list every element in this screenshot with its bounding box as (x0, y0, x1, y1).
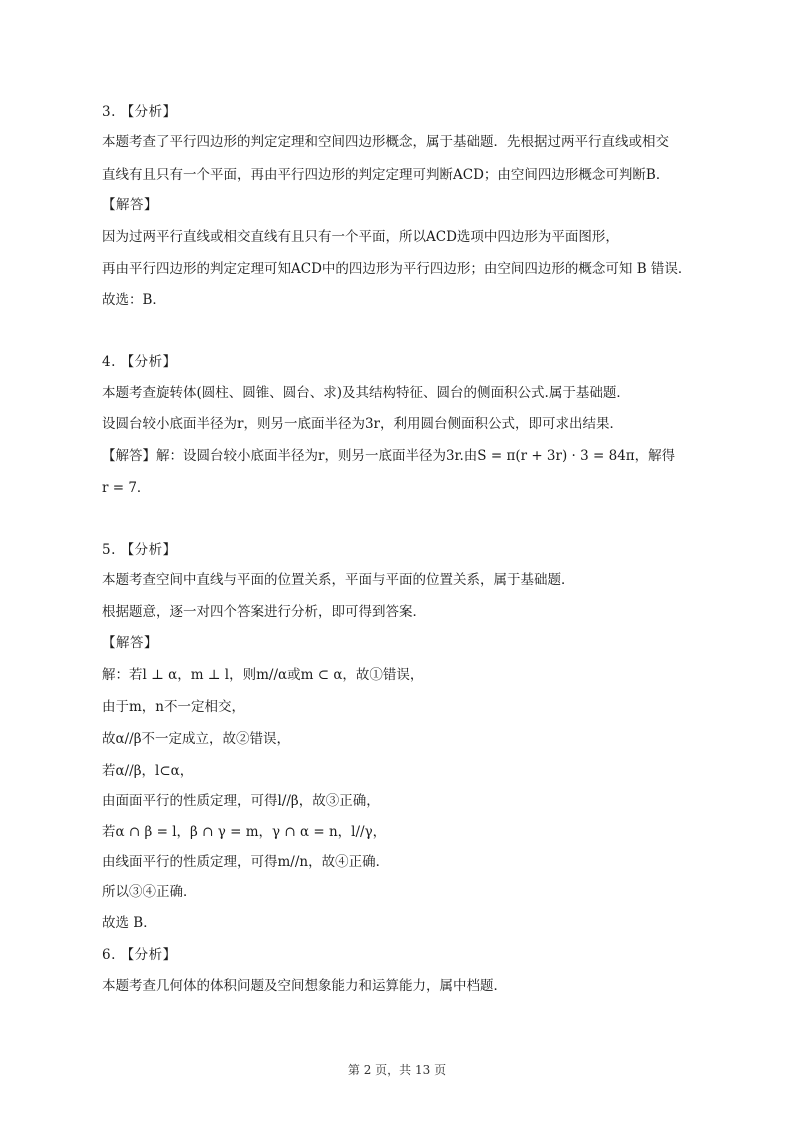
text-line: 再由平行四边形的判定定理可知ACD中的四边形为平行四边形；由空间四边形的概念可知 B 错误． (102, 261, 692, 277)
text-line: 若α ∩ β = l，β ∩ γ = m，γ ∩ α = n，l//γ， (102, 824, 387, 840)
text-line: 【解答】解：设圆台较小底面半径为r，则另一底面半径为3r.由S = π(r + 3r) · 3 = 84π，解得 (102, 448, 676, 464)
text-line: 设圆台较小底面半径为r，则另一底面半径为3r，利用圆台侧面积公式，即可求出结果． (102, 416, 623, 432)
text-line: 因为过两平行直线或相交直线有且只有一个平面，所以ACD选项中四边形为平面图形， (102, 229, 619, 245)
text-line: 故选：B． (102, 292, 166, 308)
section-5-heading: 5. 【分析】 (102, 542, 177, 558)
text-line: 由于m，n不一定相交， (102, 699, 245, 715)
text-line: 根据题意，逐一对四个答案进行分析，即可得到答案． (102, 604, 426, 620)
text-line: 解：若l ⊥ α，m ⊥ l，则m//α或m ⊂ α，故①错误， (102, 667, 424, 683)
text-line: 本题考查几何体的体积问题及空间想象能力和运算能力，属中档题． (102, 978, 507, 994)
text-line: 由面面平行的性质定理，可得l//β，故③正确， (102, 793, 380, 809)
answer-heading: 【解答】 (102, 197, 158, 213)
section-3-heading: 3. 【分析】 (102, 104, 177, 120)
text-line: 本题考查空间中直线与平面的位置关系，平面与平面的位置关系，属于基础题． (102, 572, 575, 588)
text-line: 故选 B． (102, 915, 157, 931)
section-4-heading: 4. 【分析】 (102, 354, 177, 370)
section-6-heading: 6. 【分析】 (102, 947, 177, 963)
text-line: 本题考查旋转体(圆柱、圆锥、圆台、求)及其结构特征、圆台的侧面积公式.属于基础题． (102, 385, 630, 401)
answer-heading: 【解答】 (102, 635, 158, 651)
text-line: 本题考查了平行四边形的判定定理和空间四边形概念，属于基础题．先根据过两平行直线或相交 (102, 134, 669, 150)
page-footer: 第 2 页，共 13 页 (347, 1063, 447, 1077)
text-line: 若α//β，l⊂α， (102, 763, 194, 779)
text-line: 由线面平行的性质定理，可得m//n，故④正确． (102, 854, 390, 870)
text-line: 所以③④正确． (102, 884, 197, 900)
text-line: 直线有且只有一个平面，再由平行四边形的判定定理可判断ACD；由空间四边形概念可判断B． (102, 167, 670, 183)
text-line: r = 7． (102, 480, 151, 496)
text-line: 故α//β不一定成立，故②错误， (102, 731, 291, 747)
